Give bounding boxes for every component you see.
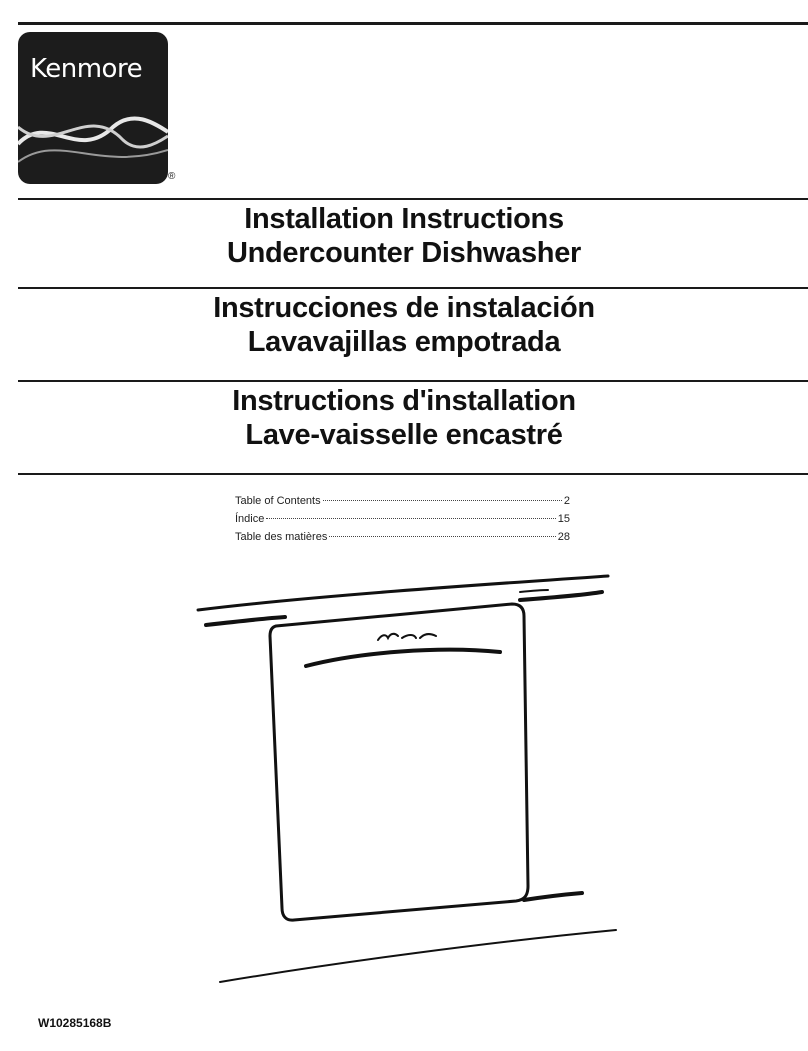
toc-leader-dots xyxy=(323,500,562,501)
divider-1 xyxy=(18,198,808,200)
title-spanish-line-2: Lavavajillas empotrada xyxy=(247,326,561,358)
toc-entry-label: Table des matières xyxy=(235,531,328,543)
toc-entry-page: 15 xyxy=(557,513,570,525)
toc-entry[interactable] xyxy=(235,531,570,549)
registered-mark: ® xyxy=(168,171,176,182)
divider-4 xyxy=(18,473,808,475)
toc-entry-page: 2 xyxy=(563,495,570,507)
logo-wordmark: Kenmore xyxy=(30,54,143,84)
title-spanish-line-1: Instrucciones de instalación xyxy=(213,292,595,324)
title-french xyxy=(0,384,808,452)
dishwasher-illustration xyxy=(190,570,620,990)
title-english-line-2: Undercounter Dishwasher xyxy=(226,237,582,269)
floor-line xyxy=(220,930,616,982)
toc-entry-page: 28 xyxy=(557,531,570,543)
top-rule xyxy=(18,22,808,25)
table-of-contents xyxy=(235,495,570,549)
toc-leader-dots xyxy=(329,536,555,537)
kenmore-logo xyxy=(18,32,168,184)
badge-logo-icon xyxy=(378,634,436,640)
toekick-right-stroke xyxy=(524,893,582,900)
title-spanish xyxy=(0,291,808,359)
toc-entry[interactable] xyxy=(235,495,570,513)
countertop-left-stroke xyxy=(206,617,285,625)
title-english-line-1: Installation Instructions xyxy=(244,203,564,235)
countertop-right-stroke xyxy=(520,592,602,600)
title-french-line-1: Instructions d'installation xyxy=(232,385,576,417)
title-french-line-2: Lave-vaisselle encastré xyxy=(245,419,563,451)
toc-entry-label: Table of Contents xyxy=(235,495,321,507)
countertop-top-stroke xyxy=(198,576,608,610)
divider-3 xyxy=(18,380,808,382)
title-english xyxy=(0,202,808,270)
door-handle xyxy=(306,650,500,666)
toc-entry-label: Índice xyxy=(235,513,265,525)
toc-entry[interactable] xyxy=(235,513,570,531)
document-id: W10285168B xyxy=(38,1016,112,1030)
divider-2 xyxy=(18,287,808,289)
toc-leader-dots xyxy=(266,518,555,519)
